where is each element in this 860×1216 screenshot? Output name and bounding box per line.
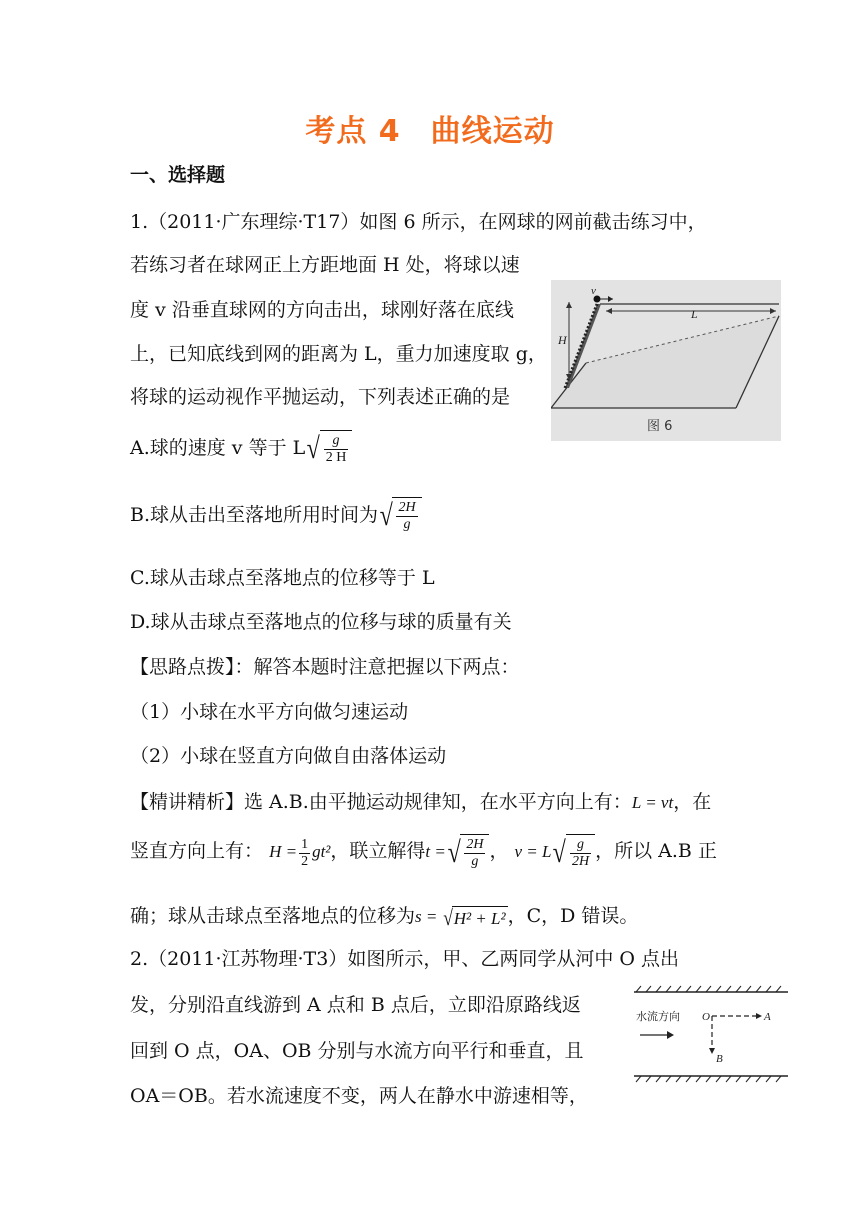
analysis-2-tail: ，所以 A.B 正 [595, 839, 717, 862]
hint-title: 【思路点拨】：解答本题时注意把握以下两点： [130, 656, 520, 678]
q2-line-2: 发，分别沿直线游到 A 点和 B 点后，立即沿原路线返 [130, 994, 581, 1016]
eq-t-den: g [471, 854, 479, 869]
analysis-line-3 [130, 904, 638, 931]
hint-2: （2）小球在竖直方向做自由落体运动 [130, 745, 447, 767]
q2-line-4: OA＝OB。若水流速度不变，两人在静水中游速相等， [130, 1085, 588, 1107]
option-a-den: 2 H [325, 450, 347, 465]
eq-s: s = √ H² + L² [415, 904, 506, 930]
q1-line-1: 1.（2011·广东理综·T17）如图 6 所示，在网球的网前截击练习中， [130, 211, 707, 233]
eq-s-lhs: s = [415, 907, 438, 926]
court-diagram [551, 280, 781, 441]
fig6-label-h: H [558, 333, 567, 347]
eq-v-lhs: v = L [514, 841, 552, 861]
analysis-line-2: 竖直方向上有： H = $\frac{1}{2}$ gt²，联立解得t = √ $\frac{2H}{g}$ ， v = L √ $\frac{g}{2H}$ ，所以 A.B 正 [130, 834, 717, 872]
q1-option-a [130, 430, 352, 468]
eq-h [269, 836, 331, 869]
eq-h-lhs: H = [269, 841, 298, 861]
sqrt-b: √ $\frac{2H}{g}$ [378, 497, 422, 535]
eq-h-gt: gt² [312, 841, 331, 861]
q2-line-1: 2.（2011·江苏物理·T3）如图所示，甲、乙两同学从河中 O 点出 [130, 948, 679, 970]
page-title [0, 106, 860, 150]
q2-line-3: 回到 O 点，OA、OB 分别与水流方向平行和垂直，且 [130, 1040, 584, 1062]
figure-river [632, 984, 790, 1084]
q1-option-b [130, 497, 422, 535]
analysis-1-text: 【精讲精析】选 A.B.由平抛运动规律知，在水平方向上有： [130, 791, 632, 813]
eq-t-num: 2H [466, 837, 484, 852]
option-b-text: B.球从击出至落地所用时间为 [130, 504, 379, 526]
q1-option-d: D.球从击球点至落地点的位移与球的质量有关 [130, 611, 512, 633]
sqrt-a: √ $\frac{g}{2 H}$ [305, 430, 352, 468]
option-a-num: g [324, 433, 349, 450]
analysis-1-tail: ，在 [673, 791, 712, 813]
eq-t: t = √ $\frac{2H}{g}$ [425, 842, 489, 861]
half-den: 2 [301, 853, 309, 869]
analysis-3-text: 确；球从击球点至落地点的位移为 [130, 905, 416, 927]
q1-line-3: 度 v 沿垂直球网的方向击出，球刚好落在底线 [130, 299, 514, 321]
river-diagram [632, 984, 790, 1084]
label-b: B [716, 1053, 723, 1065]
label-o: O [702, 1011, 710, 1023]
analysis-line-1 [130, 790, 711, 815]
fig6-label-l: L [691, 307, 698, 321]
half-num: 1 [301, 836, 309, 852]
q1-option-c: C.球从击球点至落地点的位移等于 L [130, 567, 435, 589]
q1-line-2: 若练习者在球网正上方距地面 H 处，将球以速 [130, 254, 520, 276]
eq-t-lhs: t = [425, 841, 446, 861]
analysis-3-tail: ，C，D 错误。 [507, 905, 639, 927]
flow-label: 水流方向 [636, 1010, 680, 1023]
title-part-2: 曲线运动 [430, 114, 555, 149]
hint-1: （1）小球在水平方向做匀速运动 [130, 701, 409, 723]
option-b-den: g [403, 517, 411, 532]
analysis-1-eq: L = vt [631, 793, 674, 812]
q1-line-4: 上，已知底线到网的距离为 L，重力加速度取 g， [130, 343, 547, 365]
fig6-caption: 图 6 [647, 419, 673, 434]
label-a: A [764, 1011, 771, 1023]
q1-line-5: 将球的运动视作平抛运动，下列表述正确的是 [130, 386, 511, 408]
option-a-text: A.球的速度 v 等于 L [130, 437, 306, 459]
fig6-label-v: v [591, 285, 596, 297]
eq-s-rad: H² + L² [453, 908, 506, 928]
analysis-2-text: 竖直方向上有： [130, 839, 264, 862]
section-heading: 一、选择题 [130, 164, 226, 186]
eq-v-den: 2H [571, 854, 590, 869]
title-part-1: 考点 4 [305, 114, 401, 149]
eq-v-num: g [570, 837, 591, 854]
option-b-num: 2H [398, 500, 416, 515]
analysis-2-mid: ，联立解得 [330, 839, 426, 862]
figure-6-tennis-court [551, 280, 781, 441]
eq-v: v = L √ $\frac{g}{2H}$ [515, 842, 596, 861]
